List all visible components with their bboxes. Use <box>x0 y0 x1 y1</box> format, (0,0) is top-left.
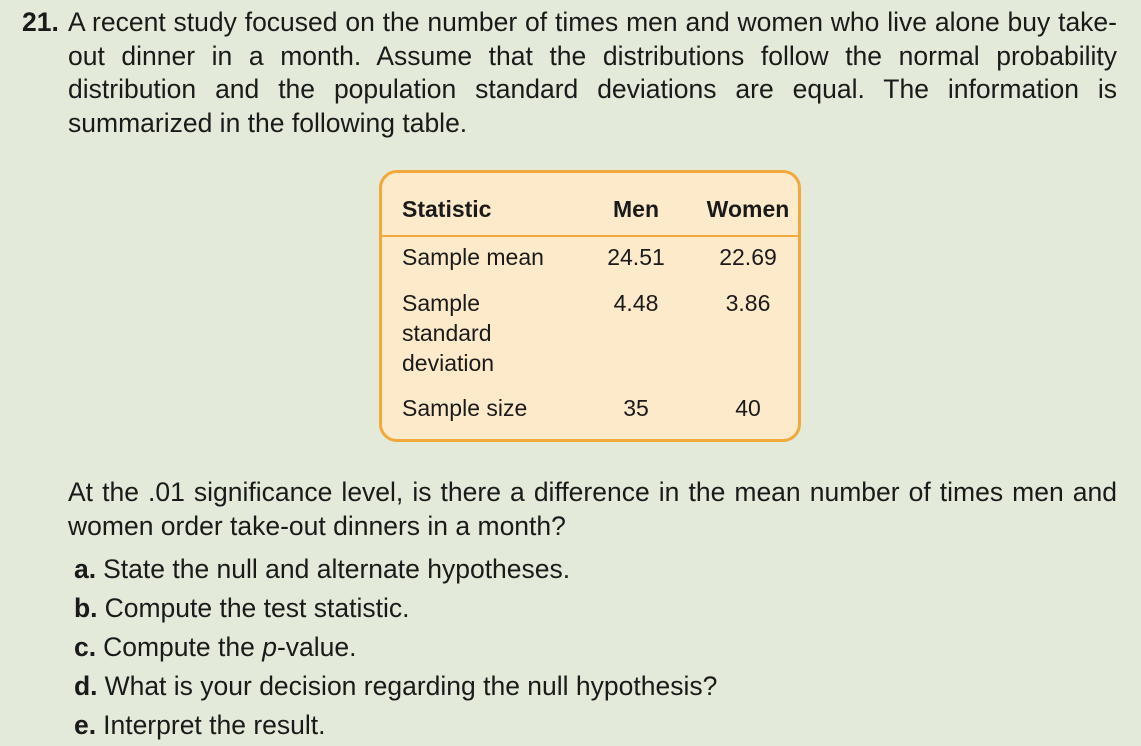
parts-list <box>74 550 717 745</box>
row-sample-mean-label: Sample mean <box>402 244 544 270</box>
part-c-text-after: -value. <box>276 632 357 662</box>
part-c-text-before: Compute the <box>103 632 263 662</box>
part-e-text: Interpret the result. <box>103 710 326 740</box>
header-men: Men <box>613 196 659 222</box>
part-b-label: b. <box>74 593 98 623</box>
row-sample-size-men: 35 <box>623 395 649 421</box>
part-a-text: State the null and alternate hypotheses. <box>103 554 571 584</box>
part-c-text-italic: p <box>262 632 277 662</box>
part-e-label: e. <box>74 710 97 740</box>
problem-21 <box>22 6 1117 140</box>
row-sample-size-label: Sample size <box>402 395 528 421</box>
header-women: Women <box>706 196 790 222</box>
part-a-label: a. <box>74 554 97 584</box>
part-c <box>74 628 717 667</box>
part-d-text: What is your decision regarding the null hypothesis? <box>104 671 718 701</box>
summary-table <box>379 170 801 442</box>
row-sample-sd-label: Sample standard deviation <box>402 290 495 376</box>
row-sample-mean-women: 22.69 <box>719 244 777 270</box>
part-b-text: Compute the test statistic. <box>104 593 410 623</box>
part-c-label: c. <box>74 632 97 662</box>
row-sample-sd-men: 4.48 <box>613 290 659 316</box>
row-sample-sd-women: 3.86 <box>725 290 771 316</box>
row-sample-mean-men: 24.51 <box>607 244 665 270</box>
part-a <box>74 550 717 589</box>
problem-intro-text: A recent study focused on the number of times men and women who live alone buy take-out dinner in a month. Assume that the distributions follow the normal probability distribution and the population standard deviations are equal. The information is summarized in the following table. <box>68 7 1117 138</box>
row-sample-size-women: 40 <box>735 395 761 421</box>
header-statistic: Statistic <box>402 196 492 222</box>
problem-intro <box>22 6 1117 140</box>
part-d-label: d. <box>74 671 98 701</box>
question-text: At the .01 significance level, is there a difference in the mean number of times men and women order take-out dinners in a month? <box>68 477 1117 541</box>
problem-number: 21. <box>22 7 59 37</box>
table-header-row <box>382 173 798 237</box>
part-d <box>74 667 717 706</box>
part-e <box>74 706 717 745</box>
part-b <box>74 589 717 628</box>
